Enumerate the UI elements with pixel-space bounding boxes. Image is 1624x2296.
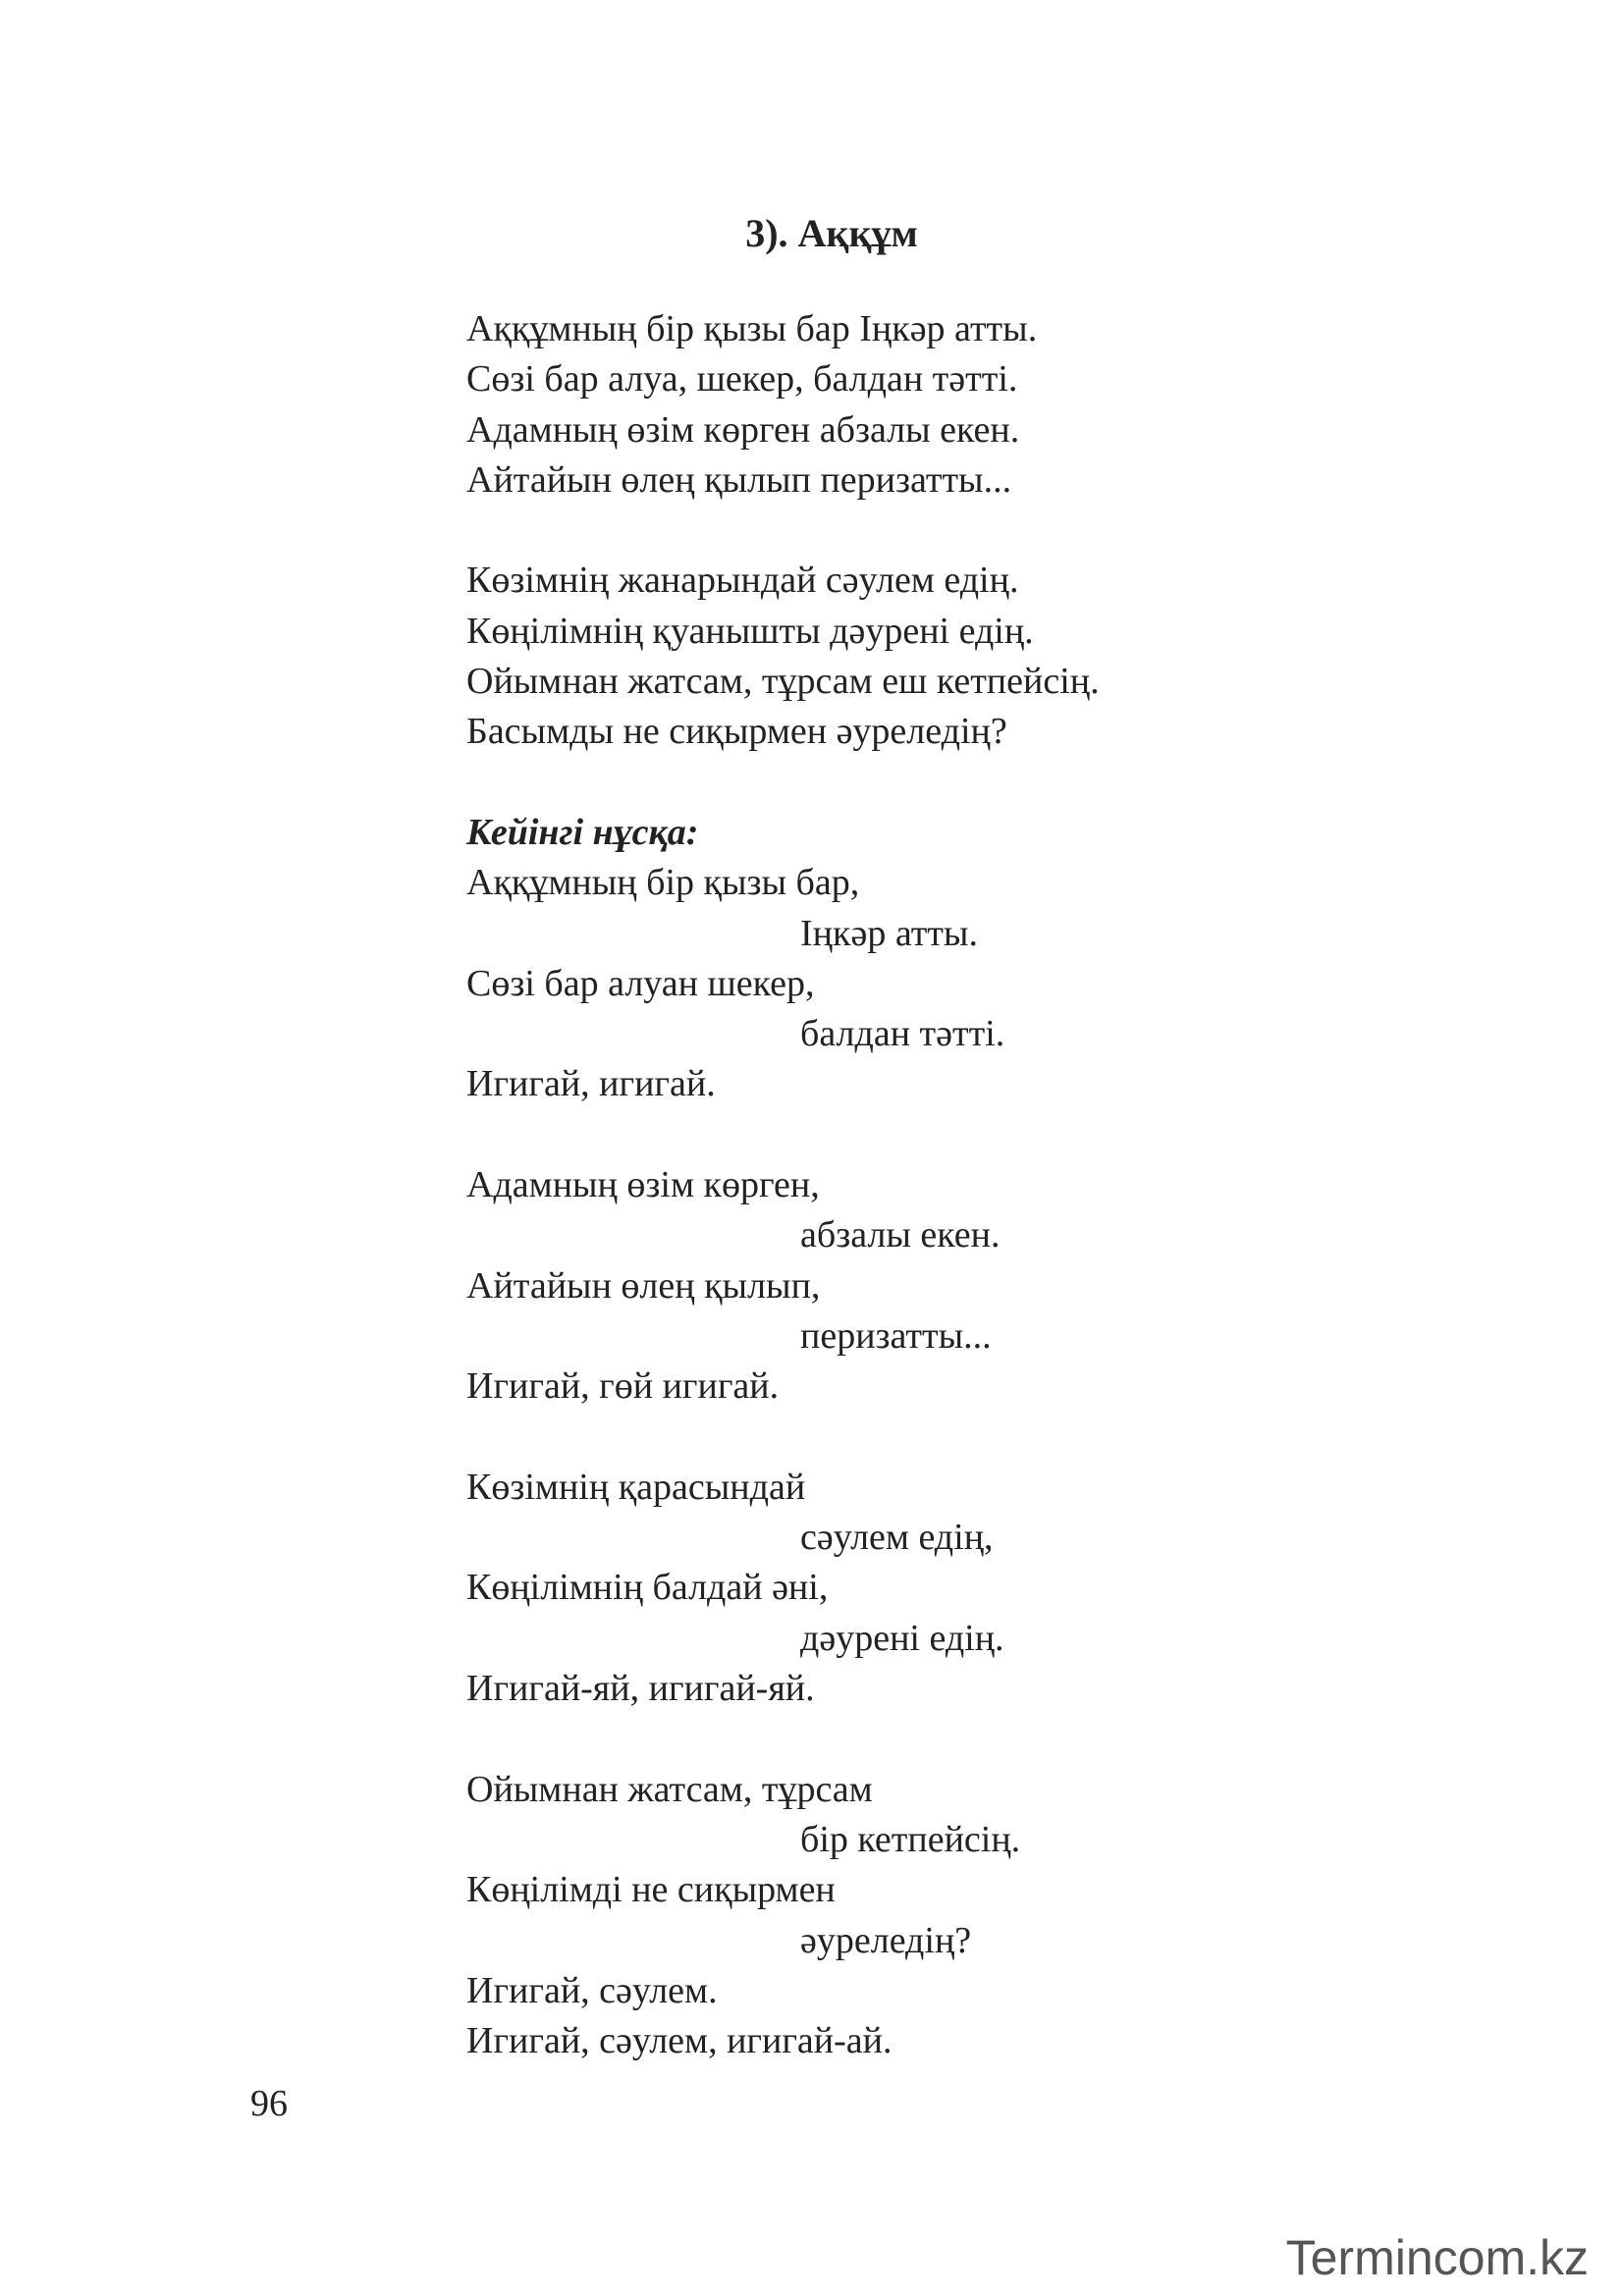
- poem-refrain: Игигай, игигай.: [466, 1063, 716, 1105]
- poem-line: Адамның өзім көрген,: [466, 1164, 820, 1206]
- poem-line: Сөзі бар алуа, шекер, балдан тәтті.: [466, 358, 1018, 400]
- poem-line: Басымды не сиқырмен әуреледің?: [466, 711, 1007, 753]
- stanza-gap: [466, 758, 1350, 808]
- poem-line-indented: дәурені едің.: [800, 1617, 1004, 1659]
- poem-line-indented: перизатты...: [800, 1314, 992, 1357]
- poem-line-indented: әуреледің?: [800, 1919, 972, 1961]
- poem-line: Аққұмның бір қызы бар,: [466, 862, 860, 904]
- poem-line-indented: сәулем едің,: [800, 1517, 994, 1559]
- poem-line: Көңілімнің қуанышты дәурені едің.: [466, 610, 1034, 652]
- poem-line: Көзімнің жанарындай сәулем едің.: [466, 560, 1019, 602]
- poem-line: Ойымнан жатсам, тұрсам: [466, 1768, 873, 1810]
- poem-line-indented: абзалы екен.: [800, 1214, 1001, 1256]
- poem-line: Айтайын өлең қылып перизатты...: [466, 458, 1012, 501]
- poem-line: Көзімнің қарасындай: [466, 1466, 806, 1508]
- poem-refrain: Игигай, гөй игигай.: [466, 1365, 780, 1408]
- poem-refrain: Игигай, сәулем.: [466, 1969, 718, 2011]
- poem-line-indented: Іңкәр атты.: [800, 912, 978, 954]
- poem-line: Көңілімнің балдай әні,: [466, 1567, 829, 1609]
- stanza-gap: [466, 1714, 1350, 1764]
- page-number: 96: [250, 2083, 288, 2124]
- poem-line: Көңілімді не сиқырмен: [466, 1869, 836, 1911]
- poem-refrain: Игигай, сәулем, игигай-ай.: [466, 2020, 893, 2062]
- poem-body: [466, 304, 1350, 2066]
- watermark-logo: Termincom.kz: [1285, 2230, 1589, 2285]
- stanza-gap: [466, 1110, 1350, 1160]
- poem-refrain: Игигай-яй, игигай-яй.: [466, 1668, 815, 1710]
- poem-line-indented: балдан тәтті.: [800, 1013, 1005, 1055]
- poem-line: Аққұмның бір қызы бар Іңкәр атты.: [466, 308, 1038, 349]
- stanza-gap: [466, 1413, 1350, 1463]
- poem-title: 3). Аққұм: [745, 211, 918, 255]
- poem-line-indented: бір кетпейсің.: [800, 1818, 1021, 1860]
- poem-line: Адамның өзім көрген абзалы екен.: [466, 408, 1020, 451]
- poem-line: Айтайын өлең қылып,: [466, 1264, 821, 1307]
- variant-heading: Кейінгі нұсқа:: [466, 811, 699, 853]
- stanza-gap: [466, 506, 1350, 556]
- poem-line: Сөзі бар алуан шекер,: [466, 962, 815, 1004]
- poem-line: Ойымнан жатсам, тұрсам еш кетпейсің.: [466, 661, 1100, 703]
